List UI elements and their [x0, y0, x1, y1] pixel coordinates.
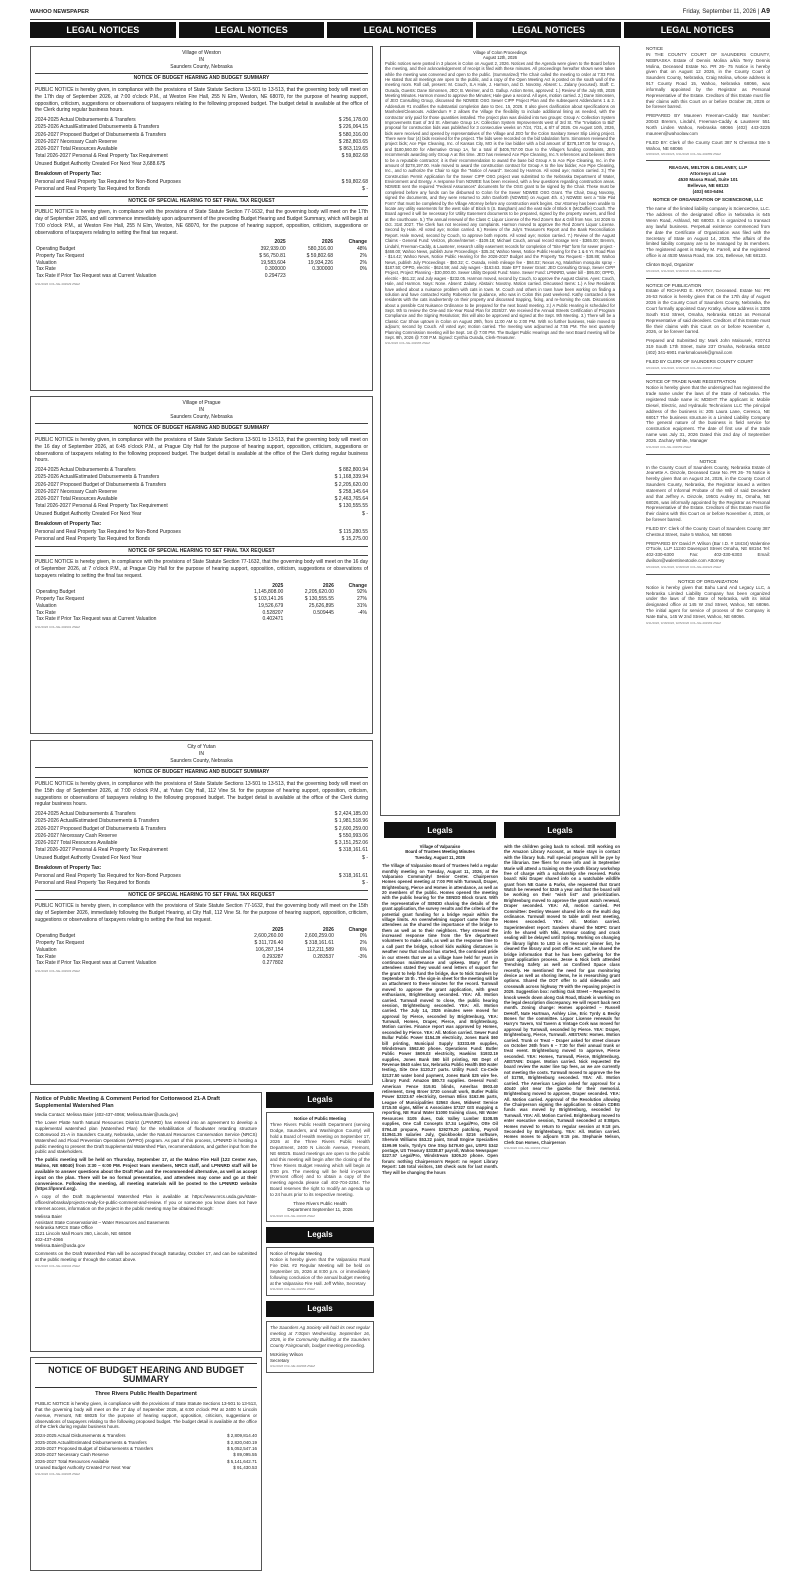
tax-request-table	[35, 239, 368, 280]
notice-code: 9/11/2026 COL-NE-402904 ZNEZ	[35, 1263, 80, 1268]
notice-title: Village of Valparaiso	[419, 844, 461, 849]
notice-code: 9/11/2026 COL-NE-402905 ZNEZ	[35, 1471, 80, 1476]
trade-name-notice	[646, 375, 770, 454]
tax-breakdown-row: Personal and Real Property Tax Required for Non-Bond Purposes $ 115,280.55	[35, 528, 368, 535]
contact-address	[35, 1214, 257, 1249]
notice-paragraph: PUBLIC NOTICE is hereby given, in compliance with the provisions of State Statute Sections 13-501 to 13-513, that the governing body will meet on the 16 day of September 2026, at 6:45 o'clock P.M., at Prague City Hall for the purpose of hearing support, opposition, criticism, suggestions or observations of taxpayers relating to the following proposed budget. The budget detail is available at the office of the Clerk during regular business hours.	[35, 437, 368, 464]
notice-date: Tuesday, August 11, 2026	[414, 854, 466, 860]
yutan-budget-notice	[30, 740, 373, 1085]
table-row	[35, 940, 368, 947]
budget-row: 2026-2027 Proposed Budget of Disbursements & Transfers $ 2,205,620.00	[35, 481, 368, 488]
table-cell: 0.300000	[312, 266, 334, 273]
table-cell: -3%	[358, 953, 367, 960]
notice-title: Notice of Regular Meeting	[270, 1251, 323, 1257]
section-heading: NOTICE OF BUDGET HEARING AND BUDGET SUMMARY	[35, 767, 368, 778]
table-cell: 0.294723	[264, 273, 286, 279]
table-cell: 2%	[359, 252, 367, 259]
table-row	[35, 266, 368, 273]
table-header: Change	[348, 239, 367, 246]
table-cell	[284, 960, 335, 967]
notice-code: 9/11/2026 COL-NE-402959 ZNEZ	[646, 444, 691, 449]
table-row	[35, 610, 368, 617]
table-cell: $ 318,161.61	[304, 940, 334, 946]
notice-big-title: NOTICE OF BUDGET HEARING AND BUDGET SUMMARY	[35, 1363, 257, 1388]
table-cell: 0%	[359, 266, 367, 273]
budget-row: Unused Budget Authority Created For Next Year $ 91,430.53	[35, 1464, 257, 1470]
table-cell: 392,939.00	[260, 246, 286, 252]
table-cell	[334, 273, 368, 280]
table-cell: 27%	[356, 596, 367, 602]
table-cell: 19,526,679	[258, 602, 284, 609]
signature: Clinton Boyd, Organizer	[646, 261, 694, 267]
table-cell: Tax Rate if Prior Tax Request was at Current Valuation	[36, 960, 157, 967]
tax-request-table	[35, 927, 368, 968]
address-line: Nebraska NRCS State Office	[35, 1225, 93, 1231]
valparaiso-minutes-col2	[504, 844, 620, 1574]
kratky-publication-notice	[646, 279, 770, 376]
legals-bar: Legals	[384, 822, 496, 838]
notice-title: NOTICE	[646, 46, 664, 51]
molina-estate-notice	[646, 46, 770, 161]
firm-line: 4530 Massa Road, Suite 101	[678, 176, 738, 182]
notice-subtitle: Three Rivers Public Health Department	[95, 1390, 197, 1397]
table-cell: 0.300000	[264, 266, 286, 273]
table-row	[35, 933, 368, 940]
table-row	[35, 960, 368, 967]
prepared-by: PREPARED BY Maureen Freeman-Caddy Bar Number: 20043 Bremm, Lindahl, Freeman-Caddy & Lausterer 551 North Linden Wahoo, Nebraska 68066 (402) 443-3225 maureen@wahoolaw.com	[646, 113, 770, 136]
bahu-organization-notice	[646, 575, 770, 630]
notice-title: Village of Weston	[182, 50, 221, 56]
notice-title: Saunders County, Nebraska	[170, 63, 233, 70]
tax-breakdown-row: Personal and Real Property Tax Required for Non-Bond Purposes $ 318,161.61	[35, 872, 368, 879]
notice-paragraph: The Lower Platte North Natural Resources District (LPNNRD) has entered into an agreement to develop a supplemental watershed plan (Watershed Plan) for the rehabilitation of floodwater retarding structure Cottonwood 21-A in Saunders County, Nebraska, under the Natural Resources Conservation Service (NRCS) Watershed and Flood Prevention Operations (WFPO) program. As part of this process, LPNNRD is hosting a public meeting to present the Draft Supplemental Watershed Plan, recommendations, and gather input from the public and stakeholders.	[35, 1120, 257, 1155]
firm-line: Attorneys at Law	[689, 171, 727, 177]
table-cell	[284, 616, 335, 623]
table-cell: Property Tax Request	[36, 596, 84, 602]
table-row	[35, 954, 368, 961]
table-cell: $ 103,141.26	[254, 596, 284, 602]
address-line: 402-437-4066	[35, 1237, 64, 1243]
budget-row: 2026-2027 Necessary Cash Reserve $ 89,095.55	[35, 1452, 257, 1458]
table-cell: Tax Rate	[36, 266, 56, 273]
table-row	[35, 589, 368, 596]
notice-title: Notice of Public Meeting & Comment Period for Cottonwood 21-A Draft Supplemental Watershed Plan	[35, 1096, 220, 1110]
tax-breakdown-row: Personal and Real Property Tax Required for Bonds $ -	[35, 185, 368, 192]
budget-row: Unused Budget Authority Created For Next Year $ -	[35, 510, 368, 517]
valparaiso-fire-regular-meeting-notice	[266, 1247, 374, 1296]
notice-title: NOTICE	[699, 458, 717, 464]
table-cell: 2,205,620.00	[304, 589, 334, 596]
notice-code: 9/04/2026, 9/11/2026, 9/18/2026 COL-NE-402940 ZNEZ	[646, 268, 721, 273]
notice-paragraph: The public meeting will be held on Thursday, September 17, at the Malmo Fire Hall (122 Center Ave, Malmo, NE 68040) from 3:30 – 6:00 PM. Project team members, NRCS staff, and LPNNRD staff will be available to answer questions about the Draft Plan and the recommended alternative, as well as accept input on the plan. There will be no formal presentation, and attendees may come and go at their convenience. Following the meeting, all meeting materials will be posted to the LPNNRD website (https://lpnnrd.org).	[35, 1157, 257, 1192]
notice-body: Estate of RICHARD E. KRATKY, Deceased. Estate No: PR 26-53 Notice is hereby given that on the 17th day of August 2026 in the County Court of Saunders County, Nebraska, the Court formally appointed Gary Kratky, whose address is 3305 South 91st Street, Omaha, Nebraska 68124 as Personal Representative of said decedent. Creditors of this Estate must file their claims with this Court on or before November 4, 2026, or be forever barred.	[646, 288, 770, 335]
notice-code: 9/11/2026 COL-NE-402901 ZNEZ	[35, 625, 80, 629]
table-cell: 0.402471	[262, 616, 284, 623]
nrd-public-meeting-notice	[30, 1092, 262, 1352]
budget-row: 2026-2027 Total Resources Available $ 5,141,642.71	[35, 1458, 257, 1464]
table-cell: Tax Rate	[36, 609, 56, 616]
notice-title: NOTICE OF ORGANIZATION OF SCIENCEONE, LLC	[653, 197, 763, 203]
legal-notices-bar: LEGAL NOTICES	[476, 22, 622, 38]
table-cell: 2%	[359, 259, 367, 266]
notice-body: Three Rivers Public Health Department (serving Dodge, Saunders, and Washington County) will hold a Board of Health meeting on September 17, 2026 at the Three Rivers Public Health Department, 2400 N Lincoln Avenue, Fremont, NE 68025. Board meetings are open to the public and this meeting will begin after the closing of the Three Rivers Budget Hearing which will begin at 6:00 pm. The meeting will be held in-person (Fremont office) and to obtain a copy of the meeting agenda please call 402-704-2254. The Board reserves the right to modify an agenda up to 24 hours prior to its respective meeting.	[270, 1121, 370, 1197]
table-cell: Tax Rate	[36, 953, 56, 960]
table-cell: $ 59,802.68	[306, 252, 334, 259]
address-line: Melissa Baier	[35, 1213, 63, 1219]
notice-title: Saunders County, Nebraska	[170, 757, 233, 764]
table-cell: 2,600,259.00	[304, 933, 334, 940]
notice-date: August 12th, 2026	[483, 55, 517, 61]
budget-row: 2026-2027 Necessary Cash Reserve $ 282,803.65	[35, 138, 368, 145]
table-cell: 0%	[359, 933, 367, 940]
notice-body: IN THE COUNTY COURT OF SAUNDERS COUNTY, NEBRASKA Estate of Dennis Molina a/k/a Terry Dennis Molina, Deceased Estate No. PR 26- 75 Notice is hereby given that on August 12 2026, in the County Court of Saunders County, Nebraska, Craig Molina, whose address is 917 County Road 15, Wahoo, Nebraska 68066, was informally appointed by the Registrar as Personal Representative of the Estate. Creditors of this Estate must file their claims with this Court on or before October 28, 2026 or be forever barred.	[646, 51, 770, 110]
table-header: 2025	[272, 926, 284, 933]
notice-paragraph: PUBLIC NOTICE is hereby given, in compliance with the provisions of State Statute Section 77-1632, that the governing body will meet on the 16 day of September 2026, at 7 o'clock P.M., at Prague City Hall for the purpose of hearing support, opposition, criticism, suggestions or observations of taxpayers relating to setting the final tax request.	[35, 559, 368, 579]
section-heading: NOTICE OF BUDGET HEARING AND BUDGET SUMMARY	[35, 73, 368, 84]
tax-breakdown-row: Personal and Real Property Tax Required for Non-Bond Purposes $ 59,802.68	[35, 178, 368, 185]
tax-breakdown-row: Personal and Real Property Tax Required for Bonds $ -	[35, 879, 368, 886]
notice-paragraph: Comments on the Draft Watershed Plan will be accepted through Saturday, October 17, and can be submitted at the public meeting or through the contact above.	[35, 1250, 257, 1262]
table-row	[35, 616, 368, 623]
table-cell: Valuation	[36, 259, 57, 266]
filed-by: FILED BY: Clerk of the County Court of Saunders County 387 Chestnut Street, Suite 5 Wahoo, NE 68066	[646, 525, 770, 537]
signature-line: Three Rivers Public Health	[293, 1200, 347, 1206]
legals-bar: Legals	[266, 1227, 374, 1243]
table-cell: 0.293287	[262, 953, 284, 960]
budget-row: 2024-2025 Actual Disbursements & Transfers $ 256,178.00	[35, 117, 368, 123]
legals-bar: Legals	[266, 1092, 374, 1108]
table-row	[35, 253, 368, 260]
table-header	[35, 583, 234, 590]
prepared-by: PREPARED BY David P. Wilson (Bar I.D. # 18434) Walentine O'Toole, LLP 11240 Davenport Street Omaha, NE 68154 Tel: 402-330-6300 Fax: 402-330-6303 Email: dwilson@walentineotoole.com Attorney	[646, 540, 770, 564]
signature-line: McKinley Wilson	[270, 1351, 304, 1357]
page-date: Friday, September 11, 2026 | A9	[682, 8, 770, 15]
middle-small-notices	[266, 1092, 374, 1572]
prepared-by: Prepared and Submitted By: Mark John Malousek, #20743 319 South 17th Street, Suite 237 Omaha, Nebraska 68102 (402) 341-6901 markmalousek@gmail.com	[646, 338, 770, 355]
budget-row: 2025-2026 Actual/Estimated Disbursements & Transfers $ 1,168,339.94	[35, 474, 368, 481]
budget-row: 2026-2027 Necessary Cash Reserve $ 550,993.06	[35, 832, 368, 839]
notice-code: 9/11/2026 COL-NE-402995 ZNEZ	[270, 1213, 315, 1218]
prague-budget-notice	[30, 396, 373, 734]
table-cell: Tax Rate if Prior Tax Request was at Current Valuation	[36, 273, 157, 279]
budget-rows	[35, 1433, 257, 1471]
notice-code: 9/11/2026, 9/18/2026, 9/25/2026 COL-NE-402969 ZNEZ	[646, 620, 721, 625]
filed-by: FILED BY: Clerk of the County Court 387 N Chestnut Ste 5 Wahoo, NE 68066	[646, 139, 770, 151]
table-cell: $ 130,555.55	[304, 596, 334, 602]
table-cell: 580,316.00	[308, 246, 334, 252]
table-cell: 2%	[359, 940, 367, 946]
table-header: 2026	[322, 582, 334, 589]
notice-title: City of Yutan	[187, 744, 216, 750]
three-rivers-board-meeting-notice	[266, 1112, 374, 1222]
notice-code: 9/11/2026 COL-NE-402966 ZNEZ	[270, 1364, 315, 1369]
saunders-ag-society-notice	[266, 1321, 374, 1373]
budget-row: 2026-2027 Proposed Budget of Disbursements & Transfers $ 2,600,259.00	[35, 825, 368, 832]
budget-row: 2024-2025 Actual Disbursements & Transfers $ 882,800.94	[35, 467, 368, 473]
table-header	[35, 927, 234, 934]
newspaper-name: WAHOO NEWSPAPER	[30, 9, 89, 15]
notice-paragraph: PUBLIC NOTICE is hereby given, in compliance with the provisions of State Statute Sections 13-501 to 13-513, that the governing body will meet on the 17 day of September 2026, at 6:00 o'clock PM at 2400 N Lincoln Avenue, Fremont, NE 68025 for the purpose of hearing support, opposition, criticism, suggestions or observations of taxpayers relating to the following proposed budget. The budget detail is available at the office of the Clerk during regular business hours.	[35, 1401, 257, 1430]
filed-by: FILED BY CLERK OF SAUNDERS COUNTY COURT	[646, 358, 754, 364]
table-cell: 6%	[359, 946, 367, 953]
notice-title: NOTICE OF ORGANIZATION	[678, 578, 738, 584]
budget-row: Total 2026-2027 Personal & Real Property Tax Requirement $ 59,802.68	[35, 153, 368, 160]
three-rivers-budget-notice	[30, 1357, 262, 1571]
section-heading: NOTICE OF SPECIAL HEARING TO SET FINAL TAX REQUEST	[35, 196, 368, 207]
law-firm-header	[646, 165, 770, 194]
colon-proceedings	[380, 46, 620, 816]
signature-line: Secretary	[270, 1357, 290, 1363]
notice-code: 9/28/2026, 9/04/2026, 9/11/2026 COL-NE-402889 ZNEZ	[646, 152, 721, 157]
minutes-body: with the children going back to school. Still working on the Amazon Library Account, as Marie stays in contact with the library hub. Fall special program will be pye by the librarian. See fliers for more info and in September Marie will attend a training on the youth library workshop free of charge with a scholarship she received. Parks board: Niki Draper shared info on a watchable wildlife grant from NE Game & Parks, she requested that Grant Watch be renewed for $249 a year and that the board will be working on their "wish list" and prioritization. Brightenburg moved to approve the grant watch renewal, Draper seconded. YEA: All, motion carried. Pet Committee: Destiny Weaver shared info on the multi dog ordinance. Turnwall moved to table until next meeting, Homes seconded. YEA: All. Motion carried. Superintendent report: Sanders shared the NDPC Grant info he shared with Niki, Armour coating and crack sealing will be delayed until Spring. Working on changing the library lights to LED is on 'lessons' winner list, he cleaned the library and post office AC unit, he shared the bridge information that he has been gathering for the grant application process. Jesse & Nick both attended Trenching Safety as well as Confined Space class recently. He mentioned the need for gas monitoring device as well as shoring items, he is researching grant options. Shared the DOT offer to add sidewalks and crosswalk across highway 79 with the repaving project in 2029. Suggestion box: nothing Oak Street – Requested to knock weeds down along Oak Road, Blazek is working on the legal description discrepancy. He will report back next month. Zoning change: Homes appointed – Russell DeHoff, Nate Hartman, Ashley Line, Eric Tyrdy & Becky Bones for the committee. Liquor License renewals for Harry's Tavern, Val Tavern & Vintage Cork was moved for approval by Turnwall, seconded by Pierce. YEA: Draper, Brightenburg, Pierce, Turnwall. ABSTAIN: Homes. Motion carried. Trunk or Treat – Draper asked for street closure on October 26th from 6 – 7:30 for their annual trunk or treat event. Brightenburg moved to approve, Pierce seconded. YEA: Homes, Turnwall, Pierce, Brightenburg. ABSTAIN: Draper. Motion carried. Nick requested the board review the water line tap fees, as we are currently not meeting the costs. Turnwall moved to approve the fee of $1750, Brightenburg seconded. YEA: All. Motion carried. The American Legion asked for approval for a 40x40 plot near the gazebo for their memorial. Brightenburg moved to approve, Draper seconded. YEA: All. Motion carried. Approval of the Resolution allowing the Chairperson signing the application to obtain CDBG funds was moved by Brightenburg, seconded by Turnwall. YEA: All. Motion Carried. Brightenburg moved to enter executive session, Turnwall seconded at 8:08pm. Homes moved to return to regular session at 9:18 pm. Seconded by Brightenburg. YEA: All. Motion carried. Homes moves to adjourn 9:15 pm. Stephanie Nelson, Clerk Dan Homes, Chairperson	[504, 844, 620, 1145]
notice-title: IN	[199, 56, 204, 63]
notice-title: Notice of Public Meeting	[293, 1116, 347, 1121]
table-cell: Property Tax Request	[36, 940, 84, 946]
budget-row: 2026-2027 Proposed Budget of Disbursements & Transfers $ 580,316.00	[35, 131, 368, 138]
section-heading: NOTICE OF SPECIAL HEARING TO SET FINAL TAX REQUEST	[35, 546, 368, 557]
scienceone-organization-notice	[646, 161, 770, 278]
table-header: Change	[348, 926, 367, 933]
budget-row: 2025-2026 Actual/Estimated Disbursements & Transfers $ 226,064.15	[35, 124, 368, 131]
table-cell	[335, 960, 368, 967]
budget-row: 2026-2027 Proposed Budget of Disbursements & Transfers $ 5,052,547.16	[35, 1445, 257, 1451]
table-cell: Tax Rate if Prior Tax Request was at Current Valuation	[36, 616, 157, 623]
notice-code: 9/11/2026 COL-NE-402963 ZNEZ	[504, 1146, 549, 1150]
weston-budget-notice	[30, 46, 373, 391]
notice-body: Notice is hereby given that Bahu Land And Legacy LLC, a Nebraska Limited Liability Company has been organized under the laws of the State of Nebraska, with its initial designated office at 145 W 2nd Street, Wahoo, NE 68066. The initial agent for service of process of the Company is Nate Bahu, 145 W 2nd Street, Wahoo, NE 68066.	[646, 584, 770, 619]
budget-row: 2026-2027 Necessary Cash Reserve $ 258,145.64	[35, 488, 368, 495]
firm-line: REAGAN, MELTON & DELANEY, LLP	[668, 165, 748, 171]
table-row	[35, 603, 368, 610]
budget-row: 2026-2027 Total Resources Available $ 2,463,765.64	[35, 496, 368, 502]
notice-subtitle: Board of Trustees Meeting Minutes	[405, 849, 475, 855]
address-line: Assistant State Conservationist – Water Resources and Easements	[35, 1219, 170, 1225]
budget-row: 2026-2027 Total Resources Available $ 3,151,252.06	[35, 840, 368, 846]
table-cell: 31%	[356, 602, 367, 609]
budget-row: Unused Budget Authority Created For Next Year 3,688.67$	[35, 160, 166, 167]
table-cell: 106,287,154	[255, 946, 284, 953]
notice-paragraph: A copy of the Draft Supplemental Watershed Plan is available at https://www.nrcs.usda.gov/state-offices/nebraska/projects-ready-for-public-comment-and-review. If you or someone you know does not have Internet access, information on the project in the public meeting may be obtained through:	[35, 1194, 257, 1211]
address-line: 1121 Lincoln Mall Room 360, Lincoln, NE 68508	[35, 1231, 131, 1237]
tax-request-table	[35, 583, 368, 624]
notice-code: 9/11/2026 COL-NE-402903 ZNEZ	[35, 969, 80, 973]
notice-title: NOTICE OF PUBLICATION	[646, 282, 702, 288]
legal-notices-bar: LEGAL NOTICES	[179, 22, 325, 38]
legal-notices-bar: LEGAL NOTICES	[624, 22, 770, 38]
table-row	[35, 273, 368, 280]
legal-notices-bar: LEGAL NOTICES	[327, 22, 473, 38]
table-cell: Operating Budget	[36, 589, 76, 596]
legals-bar: Legals	[266, 1301, 374, 1317]
breakdown-heading: Breakdown of Property Tax:	[35, 171, 102, 178]
notice-body: Notice is hereby given that the Valparaiso Rural Fire Dist. #2 Regular Meeting will be held on September 15, 2026 at 8:00 p.m. or immediately following conclusion of the annual budget meeting at the Valparaiso Fire Hall. Jeff White, Secretary	[270, 1257, 370, 1286]
notice-code: 9/11/2026 COL-NE-402929 ZNEZ	[35, 281, 80, 286]
table-row	[35, 246, 368, 253]
table-cell: 0.277802	[262, 960, 284, 967]
table-cell: Operating Budget	[36, 246, 76, 252]
table-header: 2025	[272, 582, 284, 589]
notice-title: NOTICE OF TRADE NAME REGISTRATION	[646, 379, 736, 385]
page-number: A9	[761, 8, 770, 15]
budget-row: 2026-2027 Total Resources Available $ 863,119.65	[35, 146, 368, 152]
legals-bar: Legals	[504, 822, 616, 838]
notice-paragraph: PUBLIC NOTICE is hereby given, in compliance with the provisions of State Statute Section 77-1632, that the governing body will meet on the 17th day of September 2026, and will commence immediately upon adjournment of the preceding Budget Hearing and Budget Summary, which will begin at 7:00 o'clock P.M., at Weston Fire Hall, 255 N Elm, Weston, NE 68070, for the purpose of hearing support, opposition, criticism, suggestions or observations of taxpayers relating to setting the final tax request.	[35, 209, 368, 236]
proceedings-body: Public notices were posted in 3 places in Colon on August 2, 2026. Notices and the Agenda were given to the Board before the meeting, and their acknowledgement of receipt is filed with these minutes. All proceedings hereafter shown were taken while the meeting was convened and open to the public. (Summarized) The Chair called the meeting to order at 7:03 P.M. He stated that all meetings are open to the public, and a copy of the Open Meeting Act is posted on the south wall of the meeting room. Roll call, present: M. Couch, S.A Hale, J. Harmon, and D. Novotny. Absent: L. Zalany (excused). Staff: C. Ourada, Guests: Dane Simonsen, JEO; B. Weimer, and D. Gallup. Action Items, approved: 1.) Review of the July 8th, 2026 Meeting Minutes. Harmon moved to approve the Minutes; Hale gave a second. All ayes, motion carried. 2.) Dane Simonsen, of JEO Consulting Group, discussed the NDWEE OSG Sewer CIPP Project Plan and the subsequent Addendums 1 & 2. Addendum #1 modifies the substantial completion date to Dec. 15, 2026. It also gives clarification about specifications on Manholes/Cleanouts. Addendum # 2 allows the Village the flexibility to include additional lining as needed, with the contractor only paid for those quantities installed. The project plan was divided into two groups: Group A: Collection System Improvements East of 3rd St. Alternate Group 1A: Collection System Improvements west of 3rd St. The "Invitation to Bid" proposal for construction bids was published for 3 consecutive weeks on 7/24, 7/31, & 8/7 of 2026. On August 10th, 2026, bids were received and opened by representatives of the Village and JEO for the Colon Sanitary Sewer Slip Lining project. There were four (4) bids received for the project. The bids were recorded on the bid tabulation form. Simonsen reviewed the project bids; Ace Pipe Cleaning, Inc. of Kansas City, MO is the low bidder with a bid amount of $278,197.00 for Group A, and $180,560.00 for Alternative Group 1A, for a total of $405,757.00 Due to the Village's funding constraints, JEO recommends awarding only Group A at this time. JEO has reviewed Ace Pipe Cleaning, Inc.'s references and believes them to be a reputable contractor; it is their recommendation to award the base bid Group A to Ace Pipe Cleaning, Inc. in the amount of $278,197.00. Hale moved to award the construction contract for Group A to the low bidder, Ace Pipe Cleaning, Inc., and to authorize the Chair to sign the "Notice of Award". Second by Harmon. All voted aye; motion carried. 3.) The Construction Permit Application for the Sewer CIPP OSG project was submitted to the Nebraska Department of Water, Environment and Energy. A response from NDWEE has been received, with a few questions regarding construction areas. NDWEE sent the required "Federal Assurances" documents for the OSG grant to be signed by the Chair. These must be completed before any funds can be disbursed to Colon for the Sewer NDWEE OSG Grant. The Chair, Doug Novotny, signed the documents, and they were returned to John Danforth (NDWEE) on August 4th. 4.) NDWEE sent a "Site Plat Form" that must be completed by the Village Attorney before any construction work begins. Our Attorney has been unable to locate any utility easements for the west side of Block 5 (S. Bangham) and the east side of Block 6 (McDuffie) Couch. The Board agreed it will be necessary for Utility Easement documents to be prepared, signed by the property owners, and filed at the courthouse. 5.) The annual renewal of the Class C Liquor License of the Red Zone's Bar & Grill from Nov. 1st 2026 to Oct. 31st 2027. The Clerk has not received any complaints. Harmon moved to approve the Red Zone's Liquor License. Second by Hale. All voted aye; motion carried. 6.) Review of the July's Treasurer's Report and the Bank Reconciliation Report. Hale moved, second by Couch, to approve both reports. All voted aye; motion carried. 7.) Review of the August Claims - General Fund: Verizon, phone/internet - $109.18; Michael Couch, annual record storage rent - $365.00; Bremm, Lindahl, Freeman-Caddy, & Lausterer, research utility easement records for completion of "Site Plat" form for sewer project - $468.00; Wahoo News, publish June Proceedings - $35.34; Wahoo News, Notice Public Hearing for the 1 & 6 Yr. Road Plan - $14.42; Wahoo News, Notice Public Hearing for the 2026-2027 Budget and the Property Tax Request - $38.88; Wahoo News, publish July Proceedings - $50.32; C. Ourada, reimb mileage fee - $84.02; Nexus Ag, Malathion mosquito spray - $187.50; OPPD, electric - $624.59; and July wages - $163.63. State EFT Sewer Grant: JEO Consulting Group, Sewer CIPP Project, Project Planning - $30,000.00. Sewer Utility Deposit Fund: None. Sewer Fund: LPNNRD, water bill - $95.00; OPPD, electric - $61.22; and July wages - $232.05. Harmon moved, second by Couch, to approve the August Claims. Ayes: Couch, Hale, and Harmon. Nays: None. Absent: Zalany. Abstain: Novotny. Motion carried. Discussed Items: 1.) A few Residents have asked about a nuisance problem with cats in town. M. Couch and others in town have been working on finding a solution and have contacted Kathy Roberson for guidance, who was in Colon this past weekend. Kathy contacted a few residents with the cats inadvertently on their property and discussed trapping, fixing, and re-homing the cats. Discussions about a possible Cat Nuisance Ordinance to be prepared for the next board meeting. 2.) A Public Hearing is scheduled for Sept. 9th to review the One-and Six-Year Road Plan for 2026/27. We received the Annual Streets Certification of Program Compliance and the Signing Resolution; this will also be approved and signed at the Sept. 9th Meeting. 3.) There will be a Classic Car Show uptown in Colon on August 29th, from 11:00 AM to 2:00 PM. With no further business, Hale moved to adjourn; second by Couch. All voted aye; motion carried. The meeting was adjourned at 7:55 PM. The next quarterly Planning Commission meeting will be Sept. 1st @ 7:00 PM. The Budget Public Hearings and the next Board meeting will be Sept. 9th, 2026 @ 7:00 P.M. Signed: Cynthia Ourada, Clerk-Treasurer.	[385, 60, 615, 340]
table-header: 2026	[321, 239, 334, 246]
breakdown-heading: Breakdown of Property Tax:	[35, 521, 102, 528]
table-header	[35, 239, 239, 246]
page-header	[30, 6, 770, 20]
signature-line: Department September 11, 2026	[287, 1206, 353, 1212]
notice-body: The Saunders Ag Society will hold its next regular meeting at 7:00pm Wednesday, September 16, 2026, in the Community Building at the Saunders County Fairgrounds, budget meeting preceding.	[270, 1325, 370, 1348]
table-cell: 25,626,895	[308, 602, 334, 609]
table-cell: 112,211,589	[306, 946, 334, 953]
budget-row: Total 2026-2027 Personal & Real Property Tax Requirement $ 130,555.55	[35, 503, 368, 510]
budget-row: Total 2026-2027 Personal & Real Property Tax Requirement $ 318,161.61	[35, 847, 368, 854]
notice-code: 9/11/2026 COL-NE-402954 ZNEZ	[270, 1287, 315, 1292]
table-cell: Operating Budget	[36, 933, 76, 940]
firm-line: Bellevue, NE 68133	[687, 182, 729, 188]
notice-paragraph: PUBLIC NOTICE is hereby given, in compliance with the provisions of State Statute Sections 13-501 to 13-513, that the governing body will meet on the 17th day of September 2026, at 7:00 o'clock P.M., at Weston Fire Hall, 255 N Elm, Weston, NE 68070, for the purpose of hearing support, opposition, criticism, suggestions or observations of taxpayers relating to the following proposed budget. The budget detail is available at the office of the Clerk during regular business hours.	[35, 87, 368, 114]
notice-title: Village of Prague	[182, 400, 221, 406]
section-heading: NOTICE OF SPECIAL HEARING TO SET FINAL TAX REQUEST	[35, 890, 368, 901]
notice-paragraph: PUBLIC NOTICE is hereby given, in compliance with the provisions of State Statute Section 77-1632, that the governing body will meet on the 15th day of September 2026, immediately following the Budget Hearing, at City Hall, 112 Vine St. for the purpose of hearing support, opposition, criticism, suggestions or observations of taxpayers relating to setting the final tax request.	[35, 903, 368, 923]
budget-row: 2025-2026 Actual/Estimated Disbursements & Transfers $ 2,820,040.19	[35, 1439, 257, 1445]
budget-row: 2025-2026 Actual/Estimated Disbursements & Transfers $ 1,981,518.96	[35, 818, 368, 825]
notice-title: IN	[199, 750, 204, 757]
table-row	[35, 947, 368, 954]
breakdown-heading: Breakdown of Property Tax:	[35, 865, 102, 872]
legal-notices-bar: LEGAL NOTICES	[30, 22, 176, 38]
table-cell: 2,600,260.00	[254, 933, 284, 940]
media-contact: Media Contact: Melissa Baier (402-437-4066; Melissa.Baier@usda.gov)	[35, 1112, 179, 1118]
valparaiso-minutes-col1	[382, 844, 498, 1574]
right-notices-col	[646, 46, 770, 1576]
notice-title: Saunders County, Nebraska	[170, 413, 233, 420]
section-heading: NOTICE OF BUDGET HEARING AND BUDGET SUMMARY	[35, 423, 368, 434]
notice-paragraph: PUBLIC NOTICE is hereby given, in compliance with the provisions of State Statute Sections 13-501 to 13-513, that the governing body will meet on the 15th day of September 2026, at 7:00 o'clock P.M., at Yutan City Hall, 112 Vine St. for the purpose of hearing support, opposition, criticism, suggestions or observations of taxpayers relating to the following proposed budget. The budget detail is available at the office of the Clerk during regular business hours.	[35, 781, 368, 808]
legal-notices-bars	[30, 22, 770, 38]
table-cell: Valuation	[36, 946, 57, 953]
budget-row: 2024-2025 Actual Disbursements & Transfers $ 2,424,185.00	[35, 811, 368, 817]
address-line: Melissa.Baier@usda.gov	[35, 1243, 85, 1248]
table-cell: 0.283537	[313, 953, 334, 960]
table-cell	[335, 616, 368, 623]
notice-code: 9/04/2026, 9/11/2026, 9/18/2026 COL-NE-402923 ZNEZ	[646, 565, 721, 569]
table-cell: -4%	[358, 609, 367, 616]
table-cell: $ 311,726.40	[254, 940, 284, 946]
table-cell: Valuation	[36, 602, 57, 609]
notice-body: In the County Court of Saunders County, Nebraska Estate of Jeanette A. Dinzole, Deceased Case No. PR 26- 76 Notice is hereby given that on August 24, 2026, in the County Court of Saunders County, Nebraska, the Registrar issued a written statement of Informal Probate of the Will of said Decedent and that Jeffrey A. Dinzole, 19501 Audrey St., Omaha, NE 68026, was informally appointed by the Registrar as Personal Representative of the Estate. Creditors of this Estate must file their claims with this Court on or before November 4, 2026, or be forever barred.	[646, 464, 770, 523]
table-cell	[287, 273, 334, 280]
notice-title: Village of Colon Proceedings	[473, 50, 527, 55]
table-cell: 19,934,226	[308, 259, 334, 266]
table-cell: 92%	[356, 589, 367, 596]
notice-code: 9/11/2026 COL-NE-402965 ZNEZ	[385, 341, 430, 346]
table-header: Change	[348, 582, 367, 589]
table-header: 2026	[322, 926, 334, 933]
notice-body: The name of the limited liability company is ScienceOne, LLC. The address of the designated office in Nebraska is 645 Wenn Road, Ashland, NE 68003. It is organized to transact any lawful business. Perpetual existence commenced from the date the Certificate of Organization was filed with the Secretary of State on August 14, 2026. The affairs of the limited liability company are to be managed by its members. The registered agent is Marley M. Farrell, and the registered office is at 4530 Massa Road, Ste. 101, Bellevue, NE 68133.	[646, 206, 770, 259]
firm-line: (402) 603-6494	[692, 188, 724, 194]
table-row	[35, 596, 368, 603]
table-cell: 19,583,604	[260, 259, 286, 266]
table-cell: 0.528207	[262, 609, 284, 616]
tax-breakdown-row: Personal and Real Property Tax Required for Bonds $ 15,275.00	[35, 535, 368, 542]
table-cell: $ 56,750.81	[259, 252, 286, 259]
budget-row: 2024-2025 Actual Disbursements & Transfers $ 2,809,814.40	[35, 1433, 257, 1439]
table-header: 2025	[274, 239, 286, 246]
notice-title: IN	[199, 406, 204, 413]
table-cell: Property Tax Request	[36, 252, 84, 259]
table-row	[35, 260, 368, 267]
notice-code: 9/04/2026, 9/11/2026, 9/18/2026 COL-NE-402915 ZNEZ	[646, 365, 721, 370]
budget-row: Unused Budget Authority Created For Next Year $ -	[35, 854, 368, 861]
table-cell: 48%	[356, 246, 367, 252]
table-cell: 1,145,808.00	[254, 589, 284, 596]
dinzole-estate-notice	[646, 455, 770, 575]
table-cell: 0.509445	[313, 609, 334, 616]
notice-body: Notice is hereby given that the undersigned has registered the trade name under the laws of the State of Nebraska. The registered trade name is: MDEHT The applicant is: Mobile Diesel, Electric, and Hydraulic Technicians LLC The principal address of the business is: 205 Laura Lane, Ceresco, NE 68017 The business structure is a Limited Liability Company The general nature of the business is field service for construction equipment. The date of first use of the trade name was July 31, 2026 Dated this 2nd day of September 2026. Zachary White, Manager	[646, 385, 770, 443]
minutes-body: The Village of Valparaiso Board of Trustees held a regular monthly meeting on Tuesday, August 11, 2026, at the Valparaiso Community/ Senior Center. Chairperson Homes opened meeting at 7:00 PM with Turnwall, Draper, Brightenburg, Pierce and Homes in attendance, as well as 20 members of the public. Homes opened the meeting with the public hearing for the SENDD Block Grant. With the representative of SENDD sharing the details of the grant application, the survey results and the criteria of the potential grant funding for a bridge repair within the village limits. An overwhelming support came from the attendees as the shared the importance of the bridge to them as well as to their neighbors. They stressed the increased response time from the fire department volunteers to make calls, as well as the response time to a call past the bridge, school kids walking distances is weather now that school has started, the continued pride in our streets that we as a village have held for years in continuous maintenance and upkeep. Many of the attendees stated they would send letters of support for the grant to help fund the bridge, due to Nick Sanders by September 15 th . The sign-in sheet for the meeting will be an attachment to these minutes for the record. Turnwall moved to approve the grant application, with great enthusiasm, Brightenburg seconded. YEA: All. Motion carried. Turnwall moved to close, the public hearing session, Brightenburg seconded. YEA: All. Motion carried. The July 14, 2026 minutes were moved for approval by Pierce, seconded by Brightenburg, YEA: Turnwall, Homes, Draper, Pierce, and Brightenburg. Motion carries. Finance report was approved by Homes, seconded by Pierce. YEA: All. Motion carried. Sewer Fund Bullar Public Power $154.39 electricity, Jones Bank $60 bill printing, Municipal Supply $3333.69 supplies, Windstream $562.60 phone. Operations Fund: Butler Public Power $609.03 electricity, Hawkins $1932.19 supplies, Jones Bank $60 bill printing, NE Dept of Revenue $640 sales tax, Nebraska Public Health $50 water testing, Site One $120.27 parts. Utility Fund: Co-Cede $2137.50 water bond payment, Jones Bank $25 wire fee. Library Fund: Amazon $80.73 supplies. General Fund: American Fence $19.91 blinds, Ameritas $903.40 retirement, Greg Broer $720 consult work, Butler Public Power $2323.67 electricity, German Bliss $162.96 parts, League of Municipalities $2563 dues, Midwest Service $715.50 signs, Miller & Associates $7327 GIS mapping & reporting, NE Rural Water $1000 training class, NE Water Resources $105 dues, Oak Valley Lumber $108.85 supplies, One Call Concepts $7.34 Legal/Pro, Otte Oil $794.40 propane, Pavers $29279.20 patching, Payroll $13941.35 salaries July, Quickbooks $216 software, Sherwin Williams $53.22 paint, Small Engine Specialties $199.99 tools, Tyrdy's One Stop $479.60 gas, USPS $342 postage, US Treasury $3338.87 payroll, Wahoo Newspaper $227.57 Legal/Pro, Windstream $305.20 phone. Open forum: nothing Chairperson's Report: no report Library Report: 146 total visitors, 160 check outs for last month. They will be changing the hours	[382, 863, 498, 1175]
